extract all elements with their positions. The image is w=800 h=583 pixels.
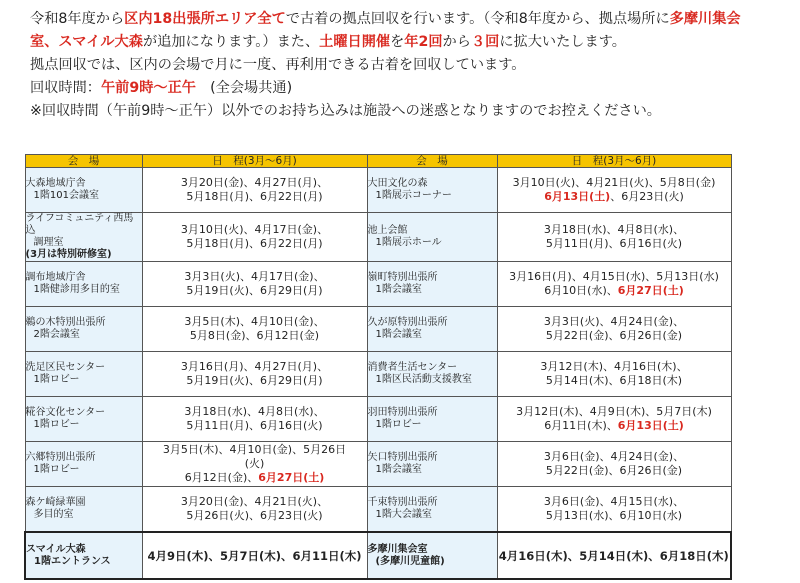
dates-cell: [497, 397, 731, 442]
venue-cell: [367, 168, 497, 213]
table-row: [25, 397, 731, 442]
venue-name: スマイル大森: [26, 543, 86, 555]
venue-room: 多目的室: [33, 509, 74, 520]
dates-line: 4月16日(木)、5月14日(木)、6月18日(木): [498, 548, 729, 563]
dates-line: 5月18日(月)、6月22日(月): [186, 190, 323, 203]
table-row: [25, 262, 731, 307]
dates-cell: [497, 168, 731, 213]
venue-name: 鵜の木特別出張所: [25, 317, 106, 328]
dates-line: 3月3日(火)、4月24日(金)、: [543, 315, 685, 328]
venue-cell: [25, 397, 142, 442]
venue-name: 森ケ崎緑華園: [25, 497, 86, 508]
dates-line: 3月16日(月)、4月15日(水)、5月13日(水): [509, 270, 719, 283]
dates-line: 3月3日(火)、4月17日(金)、: [184, 270, 325, 283]
dates-line: 3月12日(木)、4月16日(木)、: [540, 360, 688, 373]
dates-line: [143, 471, 367, 485]
table-row: [25, 352, 731, 397]
venue-room: 1階展示コーナー: [375, 190, 452, 201]
header-dates: 日 程(3月〜6月): [497, 155, 731, 168]
dates-cell: [142, 487, 367, 533]
venue-name: 嶺町特別出張所: [367, 272, 438, 283]
dates-line: 5月26日(火)、6月23日(火): [186, 509, 323, 522]
dates-cell: [142, 168, 367, 213]
venue-room: 1階ロビー: [33, 464, 80, 475]
venue-room: 1階健診用多目的室: [33, 284, 120, 295]
highlight: 年2回: [404, 34, 443, 50]
dates-head: 6月11日(木)、: [544, 419, 618, 432]
text: に拡大いたします。: [499, 34, 626, 50]
dates-line: 3月6日(金)、4月24日(金)、: [543, 450, 685, 463]
venue-cell: [25, 213, 142, 262]
text: 回収時間：: [30, 80, 101, 96]
dates-line: (火): [244, 457, 265, 470]
venue-cell: [25, 487, 142, 533]
venue-room: 1階会議室: [375, 284, 422, 295]
saturday-date: 6月13日(土): [544, 190, 611, 203]
intro-line-4: [30, 77, 790, 100]
dates-line: 3月18日(水)、4月8日(水)、: [543, 223, 685, 236]
header-venue: 会 場: [25, 155, 142, 168]
dates-line: 3月6日(金)、4月15日(水)、: [543, 495, 685, 508]
dates-line: 5月11日(月)、6月16日(火): [186, 419, 323, 432]
text: 令和8年度から: [30, 11, 125, 27]
venue-room: 1階101会議室: [33, 190, 99, 201]
venue-cell: [25, 532, 142, 579]
dates-cell: [497, 442, 731, 487]
saturday-date: 6月13日(土): [617, 419, 684, 432]
dates-line: 3月5日(木)、4月10日(金)、: [184, 315, 325, 328]
dates-cell: [142, 532, 367, 579]
venue-cell: [25, 307, 142, 352]
venue-name: 糀谷文化センター: [25, 407, 106, 418]
venue-cell: [25, 442, 142, 487]
venue-room: 1階ロビー: [375, 419, 422, 430]
highlight: 土曜日開催: [319, 34, 391, 50]
text: から: [442, 34, 471, 50]
table-header-row: [25, 155, 731, 168]
venue-name: 大田文化の森: [367, 178, 428, 189]
dates-cell: [497, 532, 731, 579]
venue-name: ライフコミュニティ西馬込: [25, 213, 134, 236]
venue-name: 矢口特別出張所: [367, 452, 438, 463]
dates-line: 5月18日(月)、6月22日(月): [186, 237, 323, 250]
venue-cell: [367, 307, 497, 352]
dates-line: 3月18日(水)、4月8日(水)、: [184, 405, 325, 418]
dates-head: 6月12日(金)、: [184, 471, 259, 484]
dates-cell: [497, 262, 731, 307]
saturday-date: 6月27日(土): [258, 471, 325, 484]
venue-name: 六郷特別出張所: [25, 452, 96, 463]
table-row: [25, 307, 731, 352]
dates-cell: [142, 442, 367, 487]
dates-line: 3月5日(木)、4月10日(金)、5月26日: [162, 443, 347, 456]
venue-room: 1階区民活動支援教室: [375, 374, 472, 385]
highlight: 多摩川集会: [669, 11, 741, 27]
venue-cell: [25, 352, 142, 397]
intro-line-3: 拠点回収では、区内の会場で月に一度、再利用できる古着を回収しています。: [30, 57, 526, 73]
highlight: ３回: [470, 34, 500, 50]
dates-line: 3月16日(月)、4月27日(月)、: [180, 360, 329, 373]
dates-head: 6月10日(水)、: [544, 284, 618, 297]
dates-tail: 、6月23日(火): [610, 190, 684, 203]
dates-line: 3月10日(火)、4月21日(火)、5月8日(金): [512, 176, 716, 189]
venue-note: (3月は特別研修室): [25, 249, 112, 260]
dates-line: 3月12日(木)、4月9日(木)、5月7日(木): [516, 405, 712, 418]
table-row-new-venues: [25, 532, 731, 579]
venue-cell: [25, 168, 142, 213]
dates-line: 3月10日(火)、4月17日(金)、: [180, 223, 329, 236]
dates-line: 4月9日(木)、5月7日(木)、6月11日(木): [147, 548, 362, 563]
dates-cell: [142, 352, 367, 397]
venue-room: (多摩川児童館): [375, 555, 445, 567]
table-row: [25, 168, 731, 213]
venue-cell: [25, 262, 142, 307]
dates-cell: [497, 352, 731, 397]
dates-line: [498, 419, 731, 433]
venue-cell: [367, 442, 497, 487]
dates-line: 5月22日(金)、6月26日(金): [545, 464, 683, 477]
venue-name: 羽田特別出張所: [367, 407, 438, 418]
dates-line: 3月20日(金)、4月21日(火)、: [180, 495, 329, 508]
venue-room: 1階展示ホール: [375, 237, 442, 248]
venue-room: 1階会議室: [375, 464, 422, 475]
venue-cell: [367, 487, 497, 533]
venue-room: 1階ロビー: [33, 419, 80, 430]
dates-cell: [497, 307, 731, 352]
dates-line: 5月14日(木)、6月18日(木): [545, 374, 683, 387]
venue-cell: [367, 262, 497, 307]
table-row: [25, 213, 731, 262]
collection-hours: 午前9時〜正午: [100, 80, 196, 96]
venue-cell: [367, 532, 497, 579]
text: を: [390, 34, 405, 50]
venue-name: 池上会館: [367, 225, 408, 236]
text: (全会場共通): [195, 80, 293, 96]
venue-room: 1階ロビー: [33, 374, 80, 385]
dates-line: 5月13日(水)、6月10日(水): [545, 509, 683, 522]
venue-name: 消費者生活センター: [367, 362, 458, 373]
venue-room: 2階会議室: [33, 329, 80, 340]
dates-line: [498, 190, 731, 204]
table-row: [25, 442, 731, 487]
intro-line-1: [30, 8, 790, 31]
table-row: [25, 487, 731, 533]
venue-room: 1階エントランス: [34, 555, 111, 567]
venue-room: 調理室: [33, 237, 64, 248]
text: で古着の拠点回収を行います。（令和8年度から、拠点場所に: [285, 11, 670, 27]
venue-cell: [367, 213, 497, 262]
venue-name: 久が原特別出張所: [367, 317, 448, 328]
dates-cell: [142, 397, 367, 442]
venue-room: 1階会議室: [375, 329, 422, 340]
highlight: 区内18出張所エリア全て: [124, 11, 286, 27]
venue-cell: [367, 352, 497, 397]
dates-cell: [142, 213, 367, 262]
dates-line: 5月8日(金)、6月12日(金): [189, 329, 320, 342]
dates-line: [498, 284, 731, 298]
dates-cell: [497, 213, 731, 262]
intro-line-5: ※回収時間（午前9時〜正午）以外でのお持ち込みは施設への迷惑となりますのでお控えください。: [30, 103, 661, 119]
highlight: 室、スマイル大森: [30, 34, 143, 50]
venue-room: 1階大会議室: [375, 509, 432, 520]
intro-text: [30, 8, 790, 123]
intro-line-2: [30, 31, 790, 54]
venue-name: 多摩川集会室: [367, 543, 428, 555]
dates-cell: [497, 487, 731, 533]
dates-line: 3月20日(金)、4月27日(月)、: [180, 176, 329, 189]
dates-cell: [142, 262, 367, 307]
dates-line: 5月19日(火)、6月29日(月): [186, 284, 323, 297]
dates-cell: [142, 307, 367, 352]
venue-name: 調布地域庁舎: [25, 272, 86, 283]
header-dates: 日 程(3月〜6月): [142, 155, 367, 168]
text: が追加になります。）また、: [142, 34, 320, 50]
venue-name: 大森地域庁舎: [25, 178, 86, 189]
header-venue: 会 場: [367, 155, 497, 168]
venue-name: 千束特別出張所: [367, 497, 438, 508]
dates-line: 5月19日(火)、6月29日(月): [186, 374, 323, 387]
venue-name: 洗足区民センター: [25, 362, 106, 373]
dates-line: 5月11日(月)、6月16日(火): [545, 237, 683, 250]
saturday-date: 6月27日(土): [617, 284, 684, 297]
venue-cell: [367, 397, 497, 442]
schedule-table: [24, 154, 732, 580]
dates-line: 5月22日(金)、6月26日(金): [545, 329, 683, 342]
